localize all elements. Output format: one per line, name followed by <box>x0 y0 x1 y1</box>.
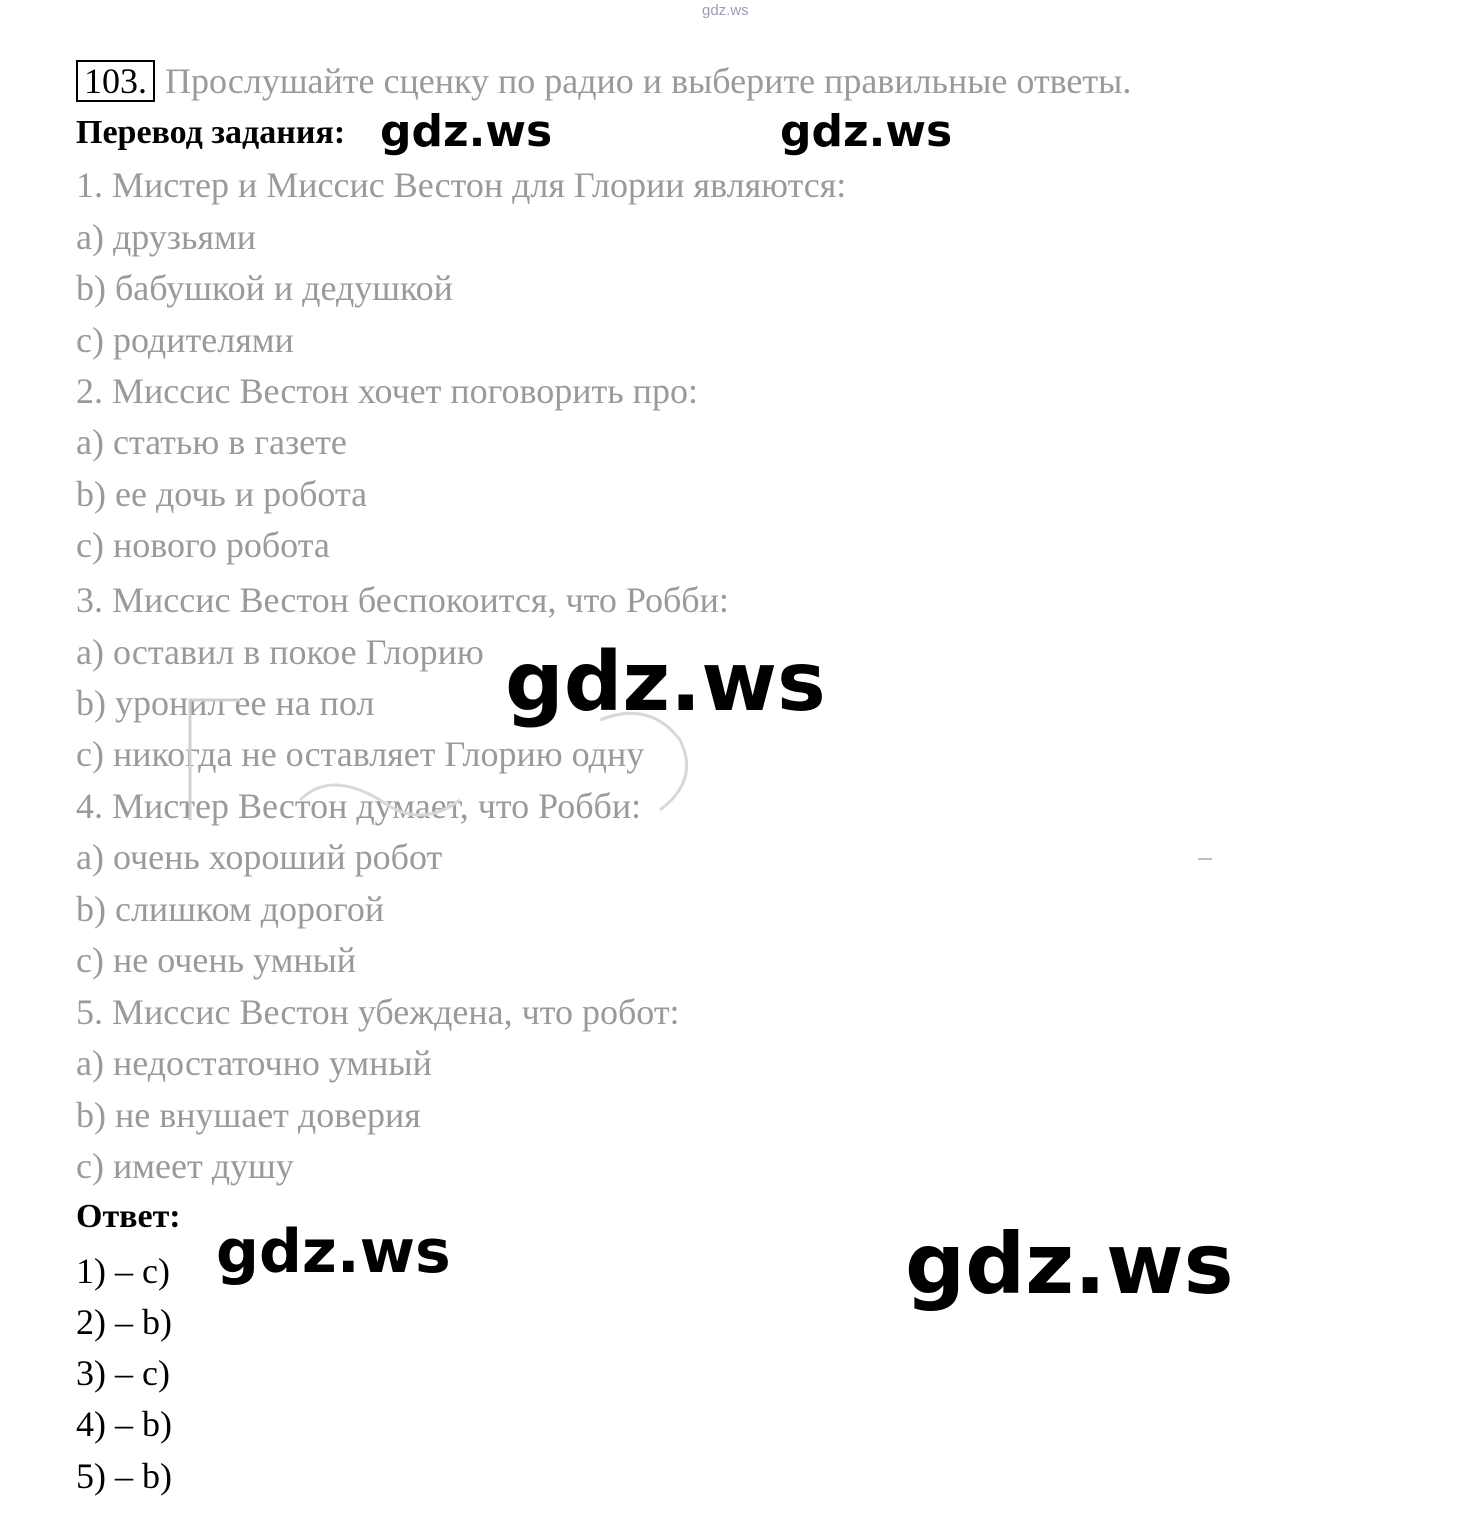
question-4: 4. Мистер Вестон думает, что Робби: <box>76 786 642 826</box>
answer-item-1: 1) – c) <box>76 1251 170 1291</box>
translation-label: Перевод задания: <box>76 114 346 151</box>
question-5-option-b: b) не внушает доверия <box>76 1095 421 1135</box>
question-2: 2. Миссис Вестон хочет поговорить про: <box>76 371 698 411</box>
question-2-option-a: a) статью в газете <box>76 422 347 462</box>
answer-item-3: 3) – c) <box>76 1353 170 1393</box>
question-2-option-b: b) ее дочь и робота <box>76 474 368 514</box>
answer-label: Ответ: <box>76 1198 181 1235</box>
question-3-option-a: a) оставил в покое Глорию <box>76 632 484 672</box>
watermark: gdz.ws <box>780 106 953 157</box>
task-instruction: Прослушайте сценку по радио и выберите правильные ответы. <box>165 61 1132 101</box>
question-1-option-a: a) друзьями <box>76 217 257 257</box>
question-2-option-c: c) нового робота <box>76 525 330 565</box>
answer-item-2: 2) – b) <box>76 1302 172 1342</box>
question-5: 5. Миссис Вестон убеждена, что робот: <box>76 992 680 1032</box>
question-3: 3. Миссис Вестон беспокоится, что Робби: <box>76 580 729 620</box>
question-4-option-c: c) не очень умный <box>76 940 357 980</box>
ghost-dash <box>1198 858 1212 860</box>
watermark: gdz.ws <box>905 1215 1234 1313</box>
task-number: 103. <box>76 60 155 102</box>
task-header <box>76 60 1131 102</box>
question-5-option-c: c) имеет душу <box>76 1146 294 1186</box>
question-4-option-a: a) очень хороший робот <box>76 837 443 877</box>
watermark: gdz.ws <box>505 635 826 730</box>
top-watermark: gdz.ws <box>702 2 749 19</box>
watermark: gdz.ws <box>380 106 553 157</box>
question-1: 1. Мистер и Миссис Вестон для Глории являются: <box>76 165 847 205</box>
question-5-option-a: a) недостаточно умный <box>76 1043 432 1083</box>
answer-item-4: 4) – b) <box>76 1404 172 1444</box>
question-3-option-b: b) уронил ее на пол <box>76 683 375 723</box>
question-4-option-b: b) слишком дорогой <box>76 889 385 929</box>
answer-item-5: 5) – b) <box>76 1456 172 1496</box>
ghost-artifact <box>180 680 720 830</box>
watermark: gdz.ws <box>216 1217 451 1287</box>
question-1-option-b: b) бабушкой и дедушкой <box>76 268 453 308</box>
question-3-option-c: c) никогда не оставляет Глорию одну <box>76 734 645 774</box>
question-1-option-c: c) родителями <box>76 320 294 360</box>
